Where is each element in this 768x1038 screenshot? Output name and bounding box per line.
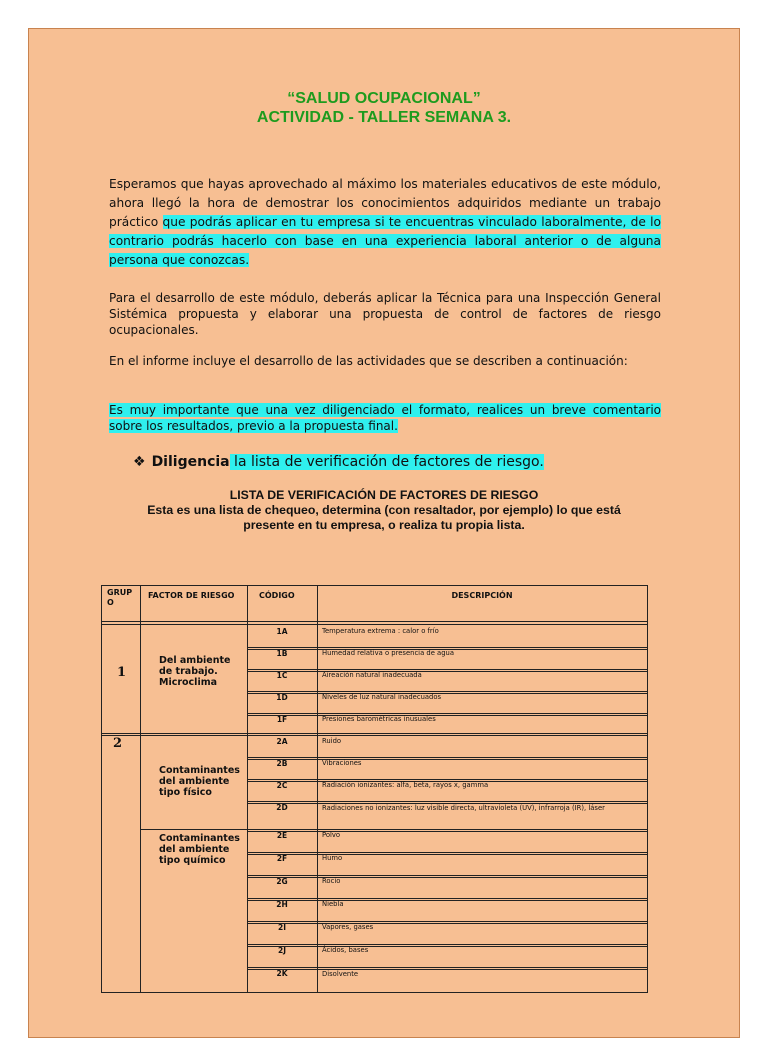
risk-description: Ácidos, bases — [322, 946, 369, 954]
risk-description: Radiación ionizantes: alfa, beta, rayos x, gamma — [322, 781, 489, 789]
row-divider — [247, 967, 648, 968]
document-page — [28, 28, 740, 1038]
report-paragraph: En el informe incluye el desarrollo de las actividades que se describen a continuación: — [109, 354, 628, 368]
development-paragraph: Para el desarrollo de este módulo, deberás aplicar la Técnica para una Inspección General Sistémica propuesta y elaborar una propuesta de control de factores de riesgo ocupacionales. — [109, 291, 661, 337]
group-number-1: 1 — [117, 665, 127, 680]
risk-description: Polvo — [322, 831, 341, 839]
important-paragraph — [109, 402, 661, 434]
header-codigo: CÓDIGO — [259, 591, 295, 600]
risk-code: 1B — [276, 649, 288, 658]
header-grupo: GRUP O — [107, 588, 133, 607]
risk-code: 2I — [277, 923, 286, 932]
risk-code: 2E — [276, 831, 288, 840]
risk-code: 1A — [276, 627, 288, 636]
risk-description: Vibraciones — [322, 759, 362, 767]
group-number-2: 2 — [113, 736, 123, 751]
risk-description: Rocío — [322, 877, 341, 885]
row-divider — [247, 733, 648, 734]
diamond-bullet-icon: ❖ — [133, 454, 146, 470]
risk-description: Niveles de luz natural inadecuados — [322, 693, 442, 701]
checklist-title-line-3: presente en tu empresa, o realiza tu propia lista. — [243, 518, 525, 532]
risk-description: Vapores, gases — [322, 923, 374, 931]
row-divider — [247, 647, 648, 648]
risk-description: Radiaciones no ionizantes: luz visible directa, ultravioleta (UV), infrarroja (IR), láser — [322, 804, 605, 812]
intro-highlight: que podrás aplicar en tu empresa si te encuentras vinculado laboralmente, de lo contrario podrás hacerlo con base en una experiencia laboral anterior o de alguna persona que conozcas. — [109, 215, 661, 267]
page-title — [29, 89, 739, 127]
bullet-bold: Diligencia — [151, 454, 230, 470]
title-line-1: “SALUD OCUPACIONAL” — [287, 90, 481, 107]
row-divider — [247, 921, 648, 922]
header-factor: FACTOR DE RIESGO — [148, 591, 235, 600]
intro-paragraph — [109, 175, 661, 270]
risk-description: Humo — [322, 854, 343, 862]
title-line-2: ACTIVIDAD - TALLER SEMANA 3. — [256, 109, 512, 126]
intro-text: Esperamos que hayas aprovechado al máximo los materiales educativos de este módulo, ahora llegó la hora de demostrar los conocimientos adquiridos mediante un trabajo práctico — [109, 177, 661, 229]
risk-code: 1C — [276, 671, 288, 680]
important-highlight: Es muy importante que una vez diligenciado el formato, realices un breve comentario sobre los resultados, previo a la propuesta final. — [109, 403, 661, 433]
row-divider — [247, 669, 648, 670]
risk-code: 1F — [276, 715, 288, 724]
row-divider — [247, 829, 648, 830]
row-divider — [247, 757, 648, 758]
risk-code: 1D — [276, 693, 288, 702]
header-descripcion: DESCRIPCIÓN — [451, 591, 513, 600]
risk-code: 2G — [276, 877, 288, 886]
bullet-highlight: la lista de verificación de factores de riesgo. — [229, 454, 544, 470]
risk-description: Presiones barométricas inusuales — [322, 715, 436, 723]
risk-code: 2K — [276, 969, 288, 978]
risk-code: 2B — [276, 759, 288, 768]
factor-fisico: Contaminantes del ambiente tipo físico — [159, 765, 240, 798]
risk-code: 2J — [277, 946, 286, 955]
risk-code: 2C — [276, 781, 288, 790]
risk-code: 2A — [276, 737, 288, 746]
checklist-title-line-2: Esta es una lista de chequeo, determina (con resaltador, por ejemplo) lo que está — [147, 503, 621, 517]
instruction-bullet — [133, 453, 544, 471]
risk-factor-table — [101, 585, 648, 993]
row-divider — [247, 713, 648, 714]
risk-description: Humedad relativa o presencia de agua — [322, 649, 455, 657]
row-divider — [247, 779, 648, 780]
factor-quimico: Contaminantes del ambiente tipo químico — [159, 833, 240, 866]
risk-description: Aireación natural inadecuada — [322, 671, 422, 679]
risk-description: Temperatura extrema : calor o frío — [322, 627, 439, 635]
risk-description: Niebla — [322, 900, 344, 908]
risk-description: Ruido — [322, 737, 342, 745]
row-divider — [247, 944, 648, 945]
factor-microclima: Del ambiente de trabajo. Microclima — [159, 655, 231, 688]
row-divider — [247, 875, 648, 876]
row-divider — [247, 898, 648, 899]
risk-code: 2F — [276, 854, 288, 863]
risk-description: Disolvente — [322, 970, 359, 978]
row-divider — [247, 852, 648, 853]
row-divider — [247, 735, 648, 736]
row-divider — [247, 691, 648, 692]
row-divider — [247, 801, 648, 802]
risk-code: 2D — [276, 803, 288, 812]
checklist-title — [89, 488, 679, 533]
risk-code: 2H — [276, 900, 288, 909]
checklist-title-line-1: LISTA DE VERIFICACIÓN DE FACTORES DE RIESGO — [229, 488, 539, 502]
